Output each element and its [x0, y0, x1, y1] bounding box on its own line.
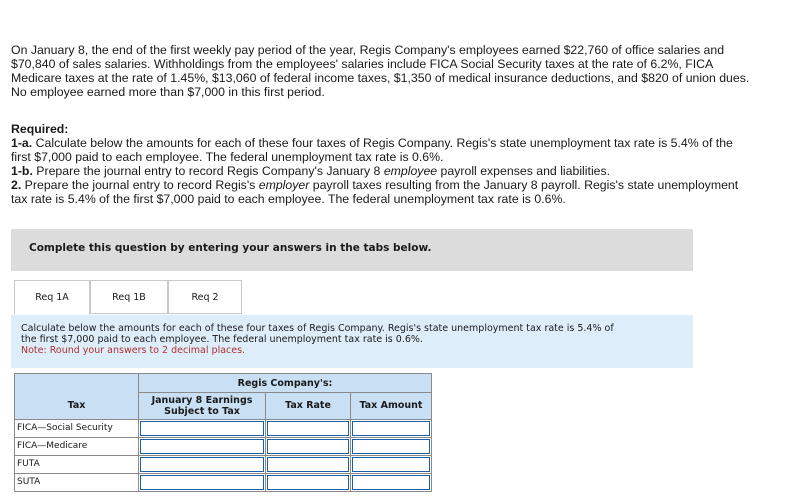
- table-row: [15, 419, 432, 437]
- row-label-fica-ss: FICA—Social Security: [15, 419, 139, 437]
- col-header-earnings: January 8 Earnings Subject to Tax: [139, 393, 266, 420]
- problem-line: Medicare taxes at the rate of 1.45%, $13,060 of federal income taxes, $1,350 of medical insurance deductions, and $820 of union dues.: [11, 71, 750, 85]
- row-label-suta: SUTA: [15, 473, 139, 491]
- col-header-amount: Tax Amount: [351, 393, 432, 420]
- amount-input-fica-ss[interactable]: [352, 421, 430, 436]
- problem-statement: [11, 43, 791, 99]
- earnings-input-futa[interactable]: [140, 457, 264, 472]
- problem-line: No employee earned more than $7,000 in this first period.: [11, 85, 325, 99]
- earnings-input-fica-ss[interactable]: [140, 421, 264, 436]
- amount-input-fica-medicare[interactable]: [352, 439, 430, 454]
- rate-input-suta[interactable]: [267, 475, 349, 490]
- row-label-futa: FUTA: [15, 455, 139, 473]
- col-header-tax: Tax: [15, 393, 139, 420]
- problem-line: $70,840 of sales salaries. Withholdings from the employees' salaries include FICA Social Security taxes at the rate of 6.2%, FICA: [11, 57, 714, 71]
- problem-line: On January 8, the end of the first weekly pay period of the year, Regis Company's employees earned $22,760 of office salaries and: [11, 43, 725, 57]
- requirement-1a-cont: first $7,000 paid to each employee. The federal unemployment tax rate is 0.6%.: [11, 150, 444, 164]
- tab-req-1a[interactable]: Req 1A: [14, 280, 90, 315]
- required-heading: Required:: [11, 122, 69, 136]
- rate-input-fica-ss[interactable]: [267, 421, 349, 436]
- table-row: [15, 473, 432, 491]
- table-caption: Regis Company's:: [139, 374, 432, 393]
- tab-req-1b[interactable]: Req 1B: [90, 280, 168, 314]
- earnings-input-fica-medicare[interactable]: [140, 439, 264, 454]
- tab-req-2[interactable]: Req 2: [168, 280, 242, 314]
- col-header-rate: Tax Rate: [266, 393, 351, 420]
- earnings-input-suta[interactable]: [140, 475, 264, 490]
- question-panel: [11, 315, 693, 368]
- instructions-banner: Complete this question by entering your answers in the tabs below.: [11, 229, 693, 271]
- table-row: [15, 437, 432, 455]
- requirement-2: 2. Prepare the journal entry to record Regis's employer payroll taxes resulting from the January 8 payroll. Regis's state unemployment: [11, 178, 739, 192]
- rounding-note: Note: Round your answers to 2 decimal places.: [21, 345, 246, 356]
- requirement-1a: 1-a. Calculate below the amounts for each of these four taxes of Regis Company. Regis's state unemployment tax rate is 5.4% of the: [11, 136, 733, 150]
- amount-input-suta[interactable]: [352, 475, 430, 490]
- rate-input-fica-medicare[interactable]: [267, 439, 349, 454]
- panel-text: Calculate below the amounts for each of these four taxes of Regis Company. Regis's state unemployment tax rate is 5.4% of: [21, 323, 614, 334]
- panel-text: the first $7,000 paid to each employee. The federal unemployment tax rate is 0.6%.: [21, 334, 423, 345]
- table-row: [15, 455, 432, 473]
- row-label-fica-medicare: FICA—Medicare: [15, 437, 139, 455]
- rate-input-futa[interactable]: [267, 457, 349, 472]
- requirement-1b: 1-b. Prepare the journal entry to record Regis Company's January 8 employee payroll expenses and liabilities.: [11, 164, 611, 178]
- tax-table: [14, 373, 432, 492]
- amount-input-futa[interactable]: [352, 457, 430, 472]
- requirement-2-cont: tax rate is 5.4% of the first $7,000 paid to each employee. The federal unemployment tax rate is 0.6%.: [11, 192, 566, 206]
- required-section: [11, 122, 791, 206]
